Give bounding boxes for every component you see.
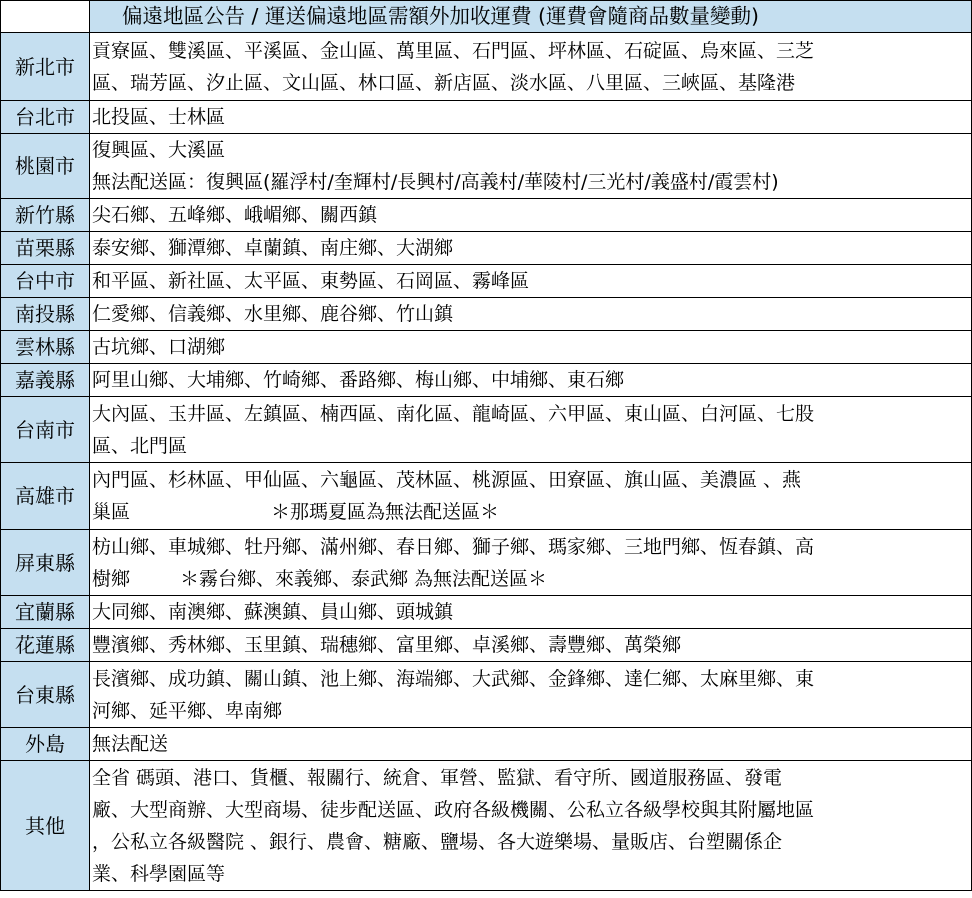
area-line: 長濱鄉、成功鎮、關山鎮、池上鄉、海端鄉、大武鄉、金鋒鄉、達仁鄉、太麻里鄉、東: [92, 667, 815, 690]
region-name: 桃園市: [1, 134, 90, 199]
area-list: [90, 199, 972, 232]
table-row: [1, 265, 972, 298]
area-list: [90, 662, 972, 728]
notice-title: 偏遠地區公告 / 運送偏遠地區需額外加收運費 (運費會隨商品數量變動): [90, 1, 972, 33]
header-row: [1, 1, 972, 33]
region-name: 外島: [1, 728, 90, 761]
area-line: 尖石鄉、五峰鄉、峨嵋鄉、關西鎮: [92, 204, 378, 226]
area-line: ，公私立各級醫院 、銀行、農會、糖廠、鹽場、各大遊樂場、量販店、台塑關係企: [92, 830, 783, 853]
table-row: [1, 596, 972, 629]
region-name: 其他: [1, 761, 90, 891]
area-list: [90, 33, 972, 101]
area-line: 豐濱鄉、秀林鄉、玉里鎮、瑞穗鄉、富里鄉、卓溪鄉、壽豐鄉、萬榮鄉: [92, 634, 682, 656]
region-name: 台北市: [1, 101, 90, 134]
table-row: [1, 530, 972, 596]
area-line-with-note: [92, 496, 969, 528]
table-row: [1, 199, 972, 232]
table-row: [1, 397, 972, 463]
area-line: 仁愛鄉、信義鄉、水里鄉、鹿谷鄉、竹山鎮: [92, 303, 454, 325]
area-line: 廠、大型商辦、大型商場、徒步配送區、政府各級機關、公私立各級學校與其附屬地區: [92, 798, 815, 821]
region-name: 苗栗縣: [1, 232, 90, 265]
area-list: [90, 232, 972, 265]
area-line: 北投區、士林區: [92, 106, 226, 128]
area-line: 全省 碼頭、港口、貨櫃、報關行、統倉、軍營、監獄、看守所、國道服務區、發電: [92, 766, 783, 789]
region-name: 屏東縣: [1, 530, 90, 596]
region-name: 宜蘭縣: [1, 596, 90, 629]
region-name: 台南市: [1, 397, 90, 463]
area-line: 無法配送: [92, 733, 169, 755]
area-line: 古坑鄉、口湖鄉: [92, 336, 226, 358]
table-row: [1, 101, 972, 134]
region-name: 高雄市: [1, 463, 90, 530]
area-list: [90, 397, 972, 463]
area-line: 業、科學園區等: [92, 862, 226, 885]
area-line: 泰安鄉、獅潭鄉、卓蘭鎮、南庄鄉、大湖鄉: [92, 237, 454, 259]
area-list: [90, 331, 972, 364]
area-list: [90, 728, 972, 761]
area-list: [90, 596, 972, 629]
table-row: [1, 662, 972, 728]
area-list: [90, 629, 972, 662]
table-row: [1, 298, 972, 331]
area-list: [90, 101, 972, 134]
area-list: [90, 364, 972, 397]
area-line: 巢區: [92, 501, 131, 523]
header-blank-cell: [1, 1, 90, 33]
region-name: 台東縣: [1, 662, 90, 728]
area-line: 枋山鄉、車城鄉、牡丹鄉、滿州鄉、春日鄉、獅子鄉、瑪家鄉、三地門鄉、恆春鎮、高: [92, 535, 815, 558]
table-row: [1, 134, 972, 199]
area-list: [90, 463, 972, 530]
area-line: 內門區、杉林區、甲仙區、六龜區、茂林區、桃源區、田寮區、旗山區、美濃區 、燕: [92, 469, 802, 491]
area-line: 貢寮區、雙溪區、平溪區、金山區、萬里區、石門區、坪林區、石碇區、烏來區、三芝: [92, 39, 815, 62]
table-row: [1, 364, 972, 397]
area-list: [90, 298, 972, 331]
area-line: 大內區、玉井區、左鎮區、楠西區、南化區、龍崎區、六甲區、東山區、白河區、七股: [92, 402, 815, 425]
area-line: 和平區、新社區、太平區、東勢區、石岡區、霧峰區: [92, 270, 530, 292]
table-row: [1, 232, 972, 265]
no-delivery-line: 無法配送區：復興區(羅浮村/奎輝村/長興村/高義村/華陵村/三光村/義盛村/霞雲村): [92, 171, 779, 193]
area-list: [90, 265, 972, 298]
table-row: [1, 33, 972, 101]
area-line: 區、北門區: [92, 434, 188, 457]
area-list: [90, 761, 972, 891]
area-list: [90, 134, 972, 199]
table-row: [1, 728, 972, 761]
area-line: 區、瑞芳區、汐止區、文山區、林口區、新店區、淡水區、八里區、三峽區、基隆港: [92, 71, 796, 94]
area-line: 大同鄉、南澳鄉、蘇澳鎮、員山鄉、頭城鎮: [92, 601, 454, 623]
region-name: 新北市: [1, 33, 90, 101]
no-delivery-note: ＊那瑪夏區為無法配送區＊: [271, 501, 500, 523]
region-name: 雲林縣: [1, 331, 90, 364]
region-name: 台中市: [1, 265, 90, 298]
area-line: 復興區、大溪區: [92, 139, 226, 161]
area-line-with-note: [92, 563, 969, 595]
region-name: 嘉義縣: [1, 364, 90, 397]
area-list: [90, 530, 972, 596]
table-row: [1, 761, 972, 891]
table-row: [1, 331, 972, 364]
region-name: 南投縣: [1, 298, 90, 331]
area-line: 樹鄉: [92, 567, 131, 590]
table-row: [1, 463, 972, 530]
area-line: 河鄉、延平鄉、卑南鄉: [92, 699, 283, 722]
region-name: 花蓮縣: [1, 629, 90, 662]
area-line: 阿里山鄉、大埔鄉、竹崎鄉、番路鄉、梅山鄉、中埔鄉、東石鄉: [92, 369, 625, 391]
no-delivery-note: ＊霧台鄉、來義鄉、泰武鄉 為無法配送區＊: [180, 567, 548, 590]
table-row: [1, 629, 972, 662]
region-name: 新竹縣: [1, 199, 90, 232]
